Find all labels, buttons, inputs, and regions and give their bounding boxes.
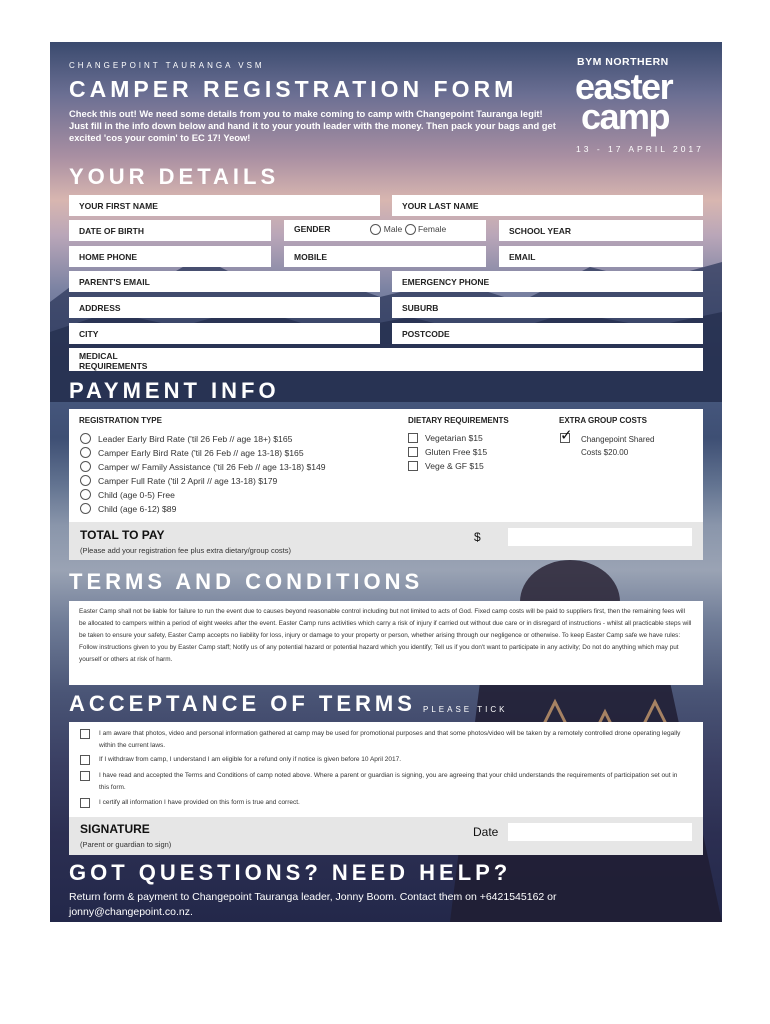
gender-label: GENDER xyxy=(294,224,331,234)
date-input[interactable] xyxy=(508,823,692,841)
gender-field xyxy=(284,220,486,241)
reg-option[interactable] xyxy=(80,489,175,500)
logo-camp: camp xyxy=(581,96,670,137)
form-intro: Check this out! We need some details from you to make coming to camp with Changepoint Tauranga legit! Just fill in the info down below and hand it to your youth leader with the money. Then pack your bags and get excited 'cos your comin' to EC 17! Yeow! xyxy=(69,108,556,143)
school-year-label: SCHOOL YEAR xyxy=(509,226,572,236)
postcode-field[interactable] xyxy=(392,323,703,344)
medical-label-2: REQUIREMENTS xyxy=(79,361,148,371)
male-radio[interactable] xyxy=(370,224,381,235)
logo-brand-top: BYM NORTHERN xyxy=(577,56,669,68)
parents-email-label: PARENT'S EMAIL xyxy=(79,277,150,287)
signature-panel xyxy=(69,817,703,855)
help-line-1: Return form & payment to Changepoint Tauranga leader, Jonny Boom. Contact them on +6421545162 or xyxy=(69,891,557,903)
dob-label: DATE OF BIRTH xyxy=(79,226,145,236)
female-radio[interactable] xyxy=(405,224,416,235)
emergency-phone-label: EMERGENCY PHONE xyxy=(402,277,490,287)
reg-type-label: REGISTRATION TYPE xyxy=(79,416,162,425)
postcode-label: POSTCODE xyxy=(402,329,450,339)
form-title: CAMPER REGISTRATION FORM xyxy=(69,76,518,102)
reg-option-label: Child (age 0-5) Free xyxy=(98,489,175,500)
extra-cost-line-1: Changepoint Shared xyxy=(581,435,655,444)
total-label: TOTAL TO PAY xyxy=(80,528,165,542)
event-dates: 13 - 17 APRIL 2017 xyxy=(576,144,704,154)
check-mark-icon: ✓ xyxy=(560,427,573,444)
reg-option[interactable] xyxy=(80,433,292,444)
acceptance-panel xyxy=(69,722,703,818)
diet-option-label: Vegetarian $15 xyxy=(425,433,483,443)
medical-label-1: MEDICAL xyxy=(79,351,118,361)
payment-panel xyxy=(69,409,703,522)
reg-option-radio[interactable] xyxy=(80,461,91,472)
acceptance-item-text: I certify all information I have provided on this form is true and correct. xyxy=(99,799,300,806)
reg-option-label: Camper w/ Family Assistance ('til 26 Feb // age 13-18) $149 xyxy=(98,461,326,472)
acceptance-item-text: I am aware that photos, video and personal information gathered at camp may be used for promotional purposes and that some photos/video will be taken by a remotely controlled drone operating legally within the current laws. xyxy=(99,730,681,749)
diet-option-label: Gluten Free $15 xyxy=(425,447,488,457)
dietary-label: DIETARY REQUIREMENTS xyxy=(408,416,509,425)
email-field[interactable] xyxy=(499,246,703,267)
reg-option-radio[interactable] xyxy=(80,503,91,514)
form-poster xyxy=(50,42,722,922)
org-name: CHANGEPOINT TAURANGA VSM xyxy=(69,61,265,70)
diet-option-label: Vege & GF $15 xyxy=(425,461,484,471)
reg-option[interactable] xyxy=(80,503,176,514)
easter-camp-logo xyxy=(575,56,710,156)
reg-option-radio[interactable] xyxy=(80,447,91,458)
address-label: ADDRESS xyxy=(79,303,121,313)
help-line-2[interactable]: jonny@changepoint.co.nz. xyxy=(69,906,193,918)
diet-checkbox[interactable] xyxy=(408,447,418,457)
reg-option-label: Camper Early Bird Rate ('til 26 Feb // age 13-18) $165 xyxy=(98,447,304,458)
diet-checkbox[interactable] xyxy=(408,461,418,471)
reg-option[interactable] xyxy=(80,447,304,458)
terms-heading: TERMS AND CONDITIONS xyxy=(69,569,424,594)
dob-field[interactable] xyxy=(69,220,271,241)
payment-heading: PAYMENT INFO xyxy=(69,378,280,403)
female-label: Female xyxy=(417,224,447,234)
acceptance-checkbox[interactable] xyxy=(80,729,90,739)
suburb-field[interactable] xyxy=(392,297,703,318)
reg-option-radio[interactable] xyxy=(80,475,91,486)
acceptance-heading: ACCEPTANCE OF TERMS xyxy=(69,691,416,716)
signature-label: SIGNATURE xyxy=(80,822,150,836)
home-phone-field[interactable] xyxy=(69,246,271,267)
first-name-field[interactable] xyxy=(69,195,380,216)
extra-checkbox[interactable] xyxy=(560,427,574,444)
total-input[interactable] xyxy=(508,528,692,546)
parents-email-field[interactable] xyxy=(69,271,380,292)
signature-note: (Parent or guardian to sign) xyxy=(80,840,172,849)
acceptance-item-text: If I withdraw from camp, I understand I am eligible for a refund only if notice is given before 10 April 2017. xyxy=(99,756,402,763)
acceptance-item[interactable] xyxy=(80,754,683,766)
home-phone-label: HOME PHONE xyxy=(79,252,138,262)
reg-option[interactable] xyxy=(80,475,277,486)
diet-option[interactable] xyxy=(408,447,487,457)
diet-checkbox[interactable] xyxy=(408,433,418,443)
help-text xyxy=(69,890,689,920)
medical-field[interactable] xyxy=(69,348,703,371)
acceptance-checkbox[interactable] xyxy=(80,755,90,765)
acceptance-checkbox[interactable] xyxy=(80,798,90,808)
emergency-phone-field[interactable] xyxy=(392,271,703,292)
reg-option-radio[interactable] xyxy=(80,489,91,500)
terms-text: Easter Camp shall not be liable for failure to run the event due to causes beyond reasonable control including but not limited to acts of God. Fixed camp costs will be paid to suppliers first, then the remaining fees will be allocated to campers within a period of eight weeks after the event. Easter Camp runs activities which carry a risk of injury if carried out without due care or in disregard of instructions - whilst all practicable steps will be taken to ensure your safety, Easter Camp accepts no liability for loss, injury or damage to your property or person, whether arising through our negligence or otherwise. To keep Easter Camp safe we have rules: Follow instructions given to you by Easter Camp staff; Notify us of any potential hazard or potential hazard which you identify; Tell us if you don't want to participate in any activity; Do not do anything which may put yourself or others at risk of harm. xyxy=(79,608,692,663)
reg-option[interactable] xyxy=(80,461,326,472)
terms-panel xyxy=(69,601,703,685)
reg-option-label: Camper Full Rate ('til 2 April // age 13-18) $179 xyxy=(98,475,278,486)
acceptance-item-text: I have read and accepted the Terms and Conditions of camp noted above. Where a parent or guardian is signing, you are agreeing that your child understands the requirements of participation set out in this form. xyxy=(99,772,678,791)
diet-option[interactable] xyxy=(408,433,483,443)
reg-option-radio[interactable] xyxy=(80,433,91,444)
date-label: Date xyxy=(473,825,499,839)
extra-costs-label: EXTRA GROUP COSTS xyxy=(559,416,648,425)
mobile-label: MOBILE xyxy=(294,252,328,262)
acceptance-item[interactable] xyxy=(80,728,683,751)
total-panel xyxy=(69,522,703,560)
extra-cost-text xyxy=(581,433,654,459)
suburb-label: SUBURB xyxy=(402,303,439,313)
address-field[interactable] xyxy=(69,297,380,318)
mobile-field[interactable] xyxy=(284,246,486,267)
acceptance-checkbox[interactable] xyxy=(80,771,90,781)
currency-symbol: $ xyxy=(474,530,481,544)
total-note: (Please add your registration fee plus extra dietary/group costs) xyxy=(80,546,291,555)
logo-easter: easter xyxy=(575,66,673,107)
last-name-label: YOUR LAST NAME xyxy=(402,201,479,211)
reg-option-label: Leader Early Bird Rate ('til 26 Feb // age 18+) $165 xyxy=(98,433,293,444)
first-name-label: YOUR FIRST NAME xyxy=(79,201,158,211)
extra-cost-line-2: Costs $20.00 xyxy=(581,448,629,457)
email-label: EMAIL xyxy=(509,252,536,262)
acceptance-item[interactable] xyxy=(80,797,683,809)
male-label: Male xyxy=(383,224,403,234)
school-year-field[interactable] xyxy=(499,220,703,241)
help-heading: GOT QUESTIONS? NEED HELP? xyxy=(69,860,512,885)
diet-option[interactable] xyxy=(408,461,484,471)
city-label: CITY xyxy=(79,329,99,339)
please-tick-label: PLEASE TICK xyxy=(423,705,508,714)
details-heading: YOUR DETAILS xyxy=(69,164,280,189)
city-field[interactable] xyxy=(69,323,380,344)
last-name-field[interactable] xyxy=(392,195,703,216)
reg-option-label: Child (age 6-12) $89 xyxy=(98,503,177,514)
acceptance-item[interactable] xyxy=(80,770,683,793)
